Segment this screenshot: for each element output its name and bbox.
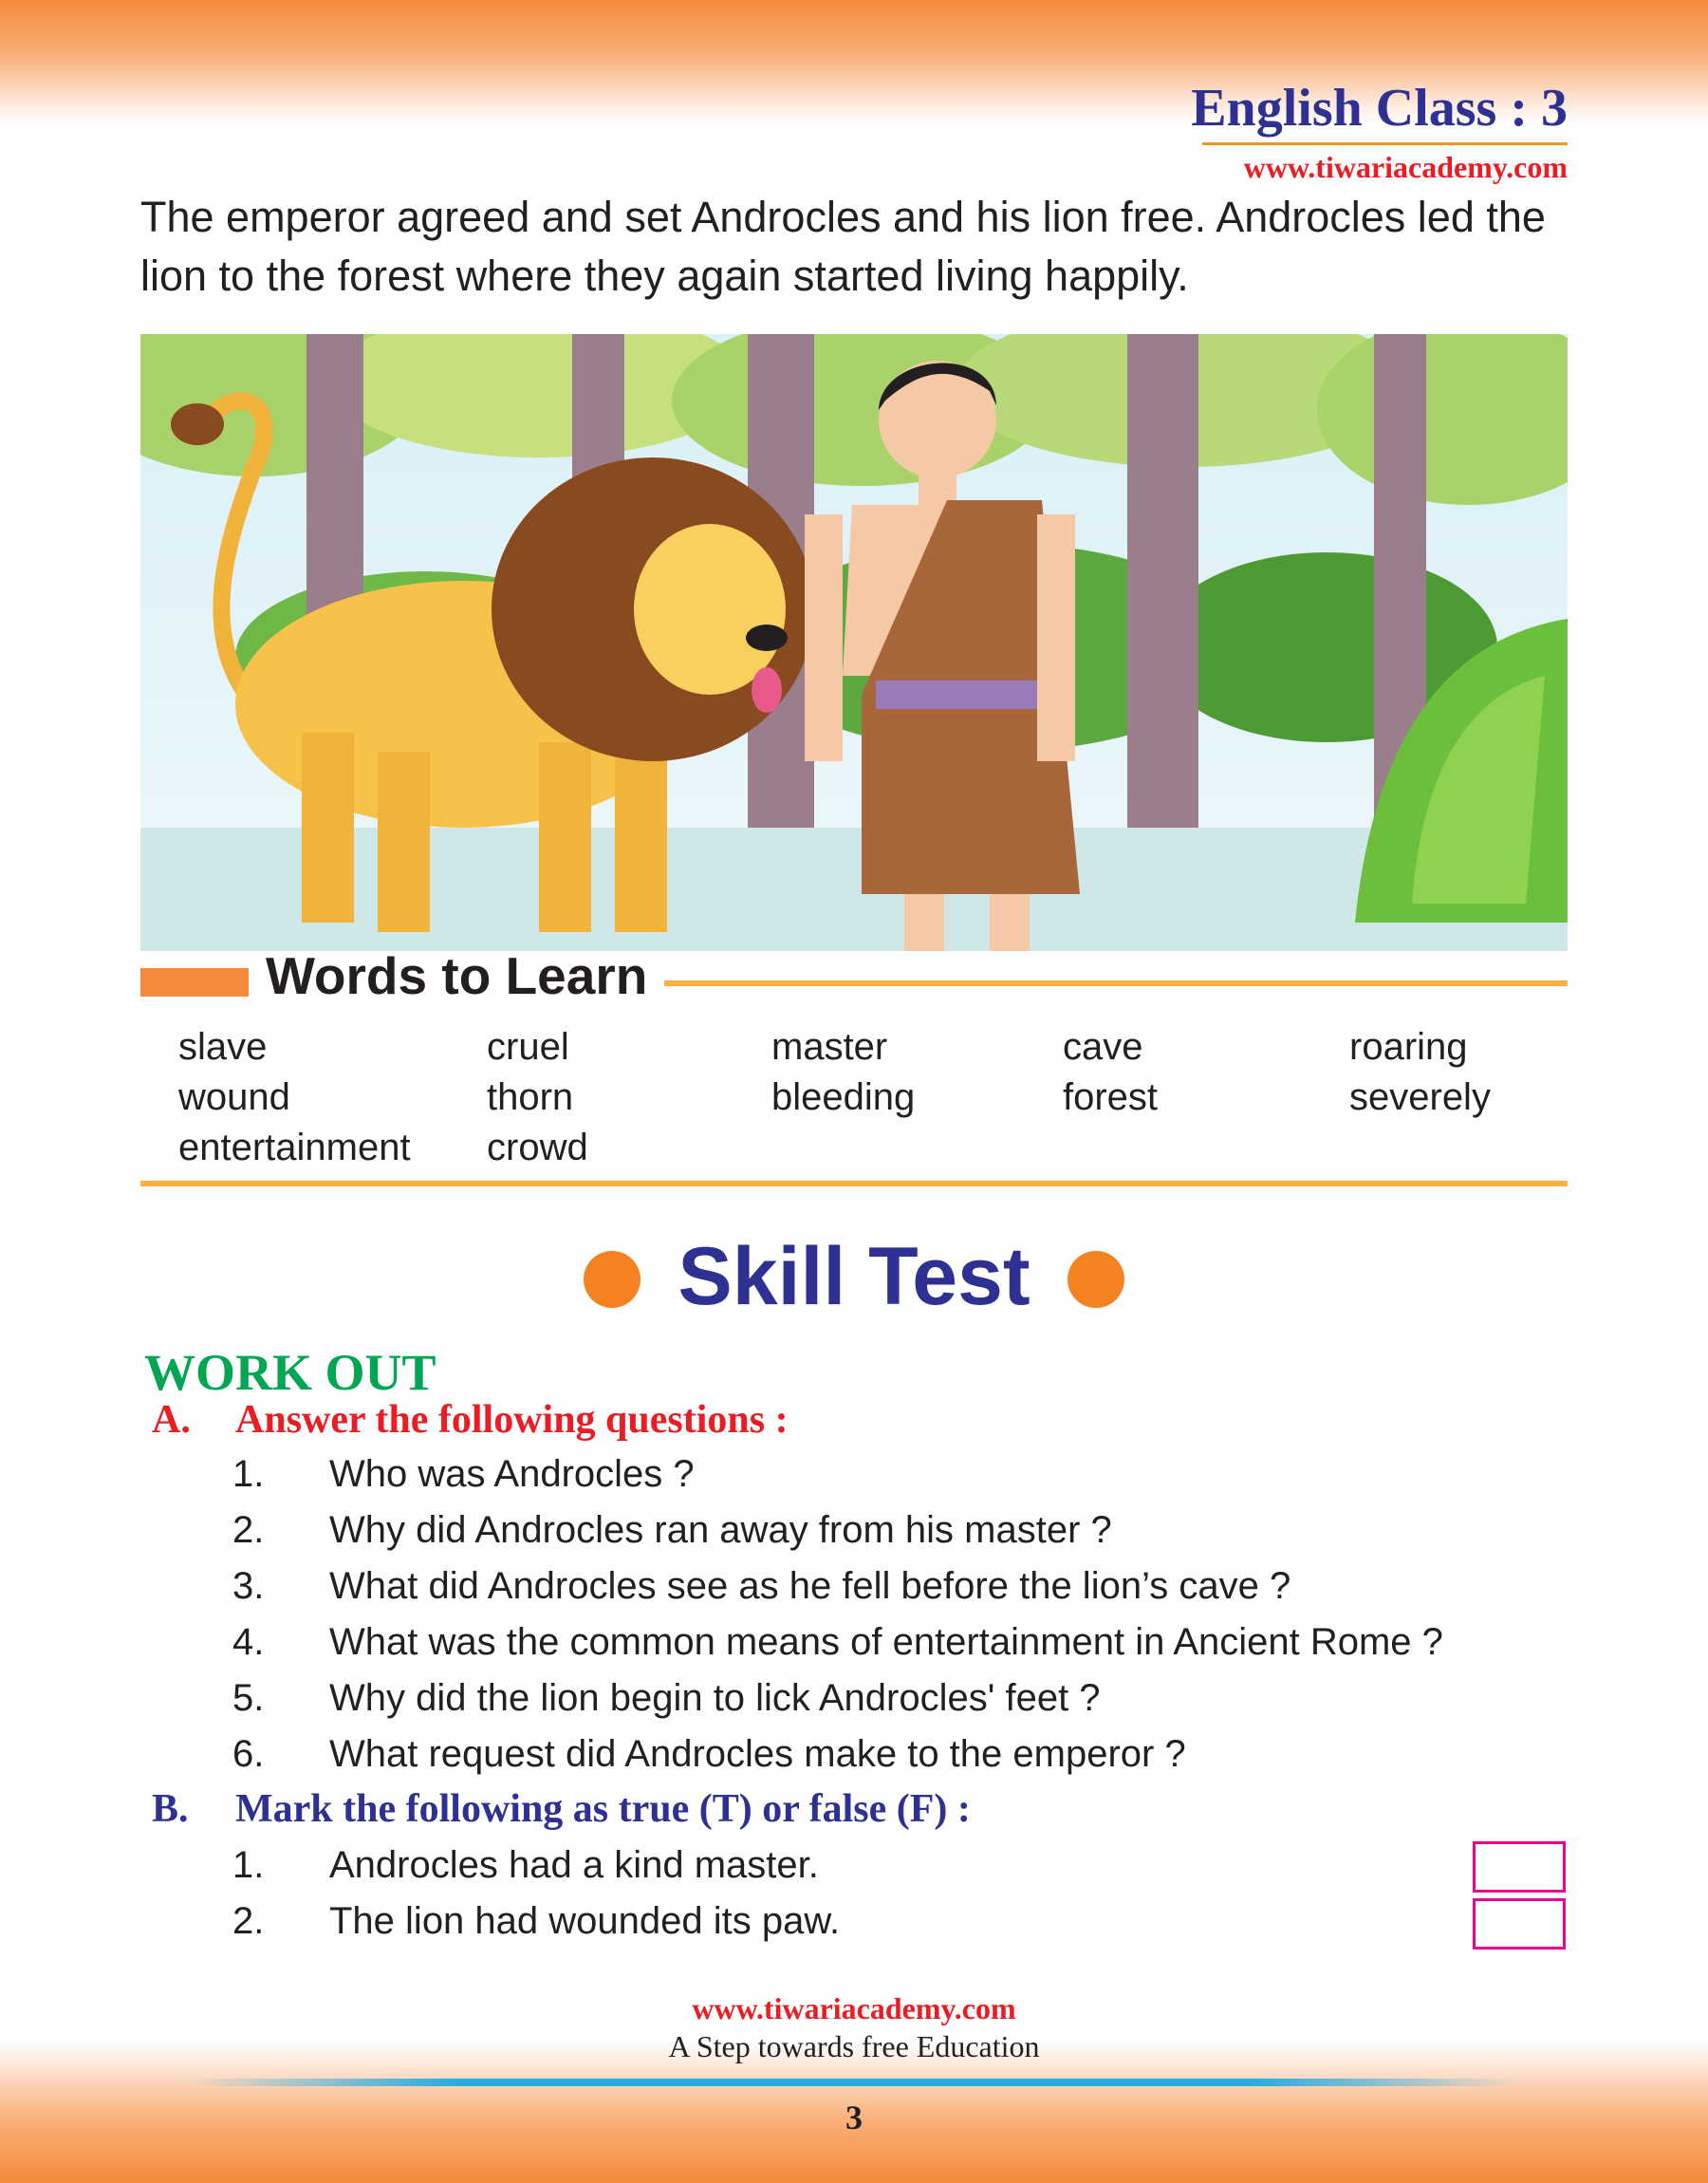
word-item: wound (178, 1076, 290, 1118)
footer-tagline: A Step towards free Education (668, 2029, 1040, 2063)
question-number: 4. (232, 1621, 265, 1663)
skill-test-title: Skill Test (678, 1231, 1030, 1322)
skill-test-banner (0, 1224, 1708, 1329)
answer-box-1[interactable] (1473, 1841, 1566, 1893)
words-to-learn-heading: Words to Learn (266, 946, 648, 1005)
statement-number: 2. (232, 1900, 265, 1942)
lion-androcles-forest-illustration (140, 334, 1568, 951)
question-item (232, 1558, 1599, 1614)
word-item: master (771, 1026, 888, 1068)
statement-text: Androcles had a kind master. (329, 1844, 819, 1886)
word-item: cave (1063, 1026, 1143, 1068)
header-website-link[interactable]: www.tiwariacademy.com (1243, 150, 1568, 184)
statement-item (232, 1838, 1599, 1894)
question-text: What was the common means of entertainment in Ancient Rome ? (329, 1621, 1443, 1663)
section-a-letter: A. (152, 1398, 191, 1442)
word-item: severely (1349, 1076, 1491, 1118)
section-a-heading (152, 1397, 789, 1443)
question-item (232, 1614, 1599, 1670)
answer-box-2[interactable] (1473, 1898, 1566, 1950)
section-b-heading (152, 1786, 971, 1832)
question-item (232, 1502, 1599, 1558)
footer-divider (190, 2079, 1518, 2086)
word-item: forest (1063, 1076, 1159, 1118)
question-text: What request did Androcles make to the emperor ? (329, 1733, 1186, 1775)
question-number: 2. (232, 1509, 265, 1551)
word-item: roaring (1349, 1026, 1468, 1068)
section-a-questions (232, 1446, 1599, 1782)
word-item: slave (178, 1026, 268, 1068)
section-a-instruction: Answer the following questions : (235, 1398, 789, 1442)
section-b-statements (232, 1838, 1599, 1950)
question-number: 5. (232, 1677, 265, 1719)
question-number: 3. (232, 1565, 265, 1607)
question-item (232, 1446, 1599, 1502)
skill-test-right-dot (1068, 1251, 1124, 1308)
word-item: entertainment (178, 1127, 411, 1168)
ground (140, 828, 1568, 951)
question-text: Who was Androcles ? (329, 1453, 695, 1495)
page-header-title: English Class : 3 (1191, 79, 1568, 138)
statement-text: The lion had wounded its paw. (329, 1900, 841, 1942)
section-b-instruction: Mark the following as true (T) or false (F) : (235, 1787, 971, 1831)
words-bottom-rule (140, 1181, 1568, 1186)
page-number: 3 (845, 2099, 863, 2136)
question-text: What did Androcles see as he fell before the lion’s cave ? (329, 1565, 1291, 1607)
question-item (232, 1670, 1599, 1726)
words-heading-accent-bar (140, 968, 249, 997)
statement-item (232, 1894, 1599, 1950)
words-top-rule (664, 980, 1568, 986)
question-number: 6. (232, 1733, 265, 1775)
question-text: Why did Androcles ran away from his master ? (329, 1509, 1112, 1551)
words-to-learn-list (178, 1022, 1583, 1173)
word-item: crowd (487, 1127, 588, 1168)
statement-number: 1. (232, 1844, 265, 1886)
question-text: Why did the lion begin to lick Androcles' feet ? (329, 1677, 1101, 1719)
word-item: cruel (487, 1026, 569, 1068)
question-item (232, 1726, 1599, 1782)
word-item: thorn (487, 1076, 574, 1118)
section-b-letter: B. (152, 1787, 189, 1831)
header-divider (1202, 142, 1568, 145)
story-paragraph: The emperor agreed and set Androcles and his lion free. Androcles led the lion to the forest where they again started living happily. (140, 193, 1546, 300)
footer-website-link[interactable]: www.tiwariacademy.com (692, 1991, 1016, 2025)
word-item: bleeding (771, 1076, 916, 1118)
workout-heading: WORK OUT (144, 1344, 436, 1401)
question-number: 1. (232, 1453, 265, 1495)
